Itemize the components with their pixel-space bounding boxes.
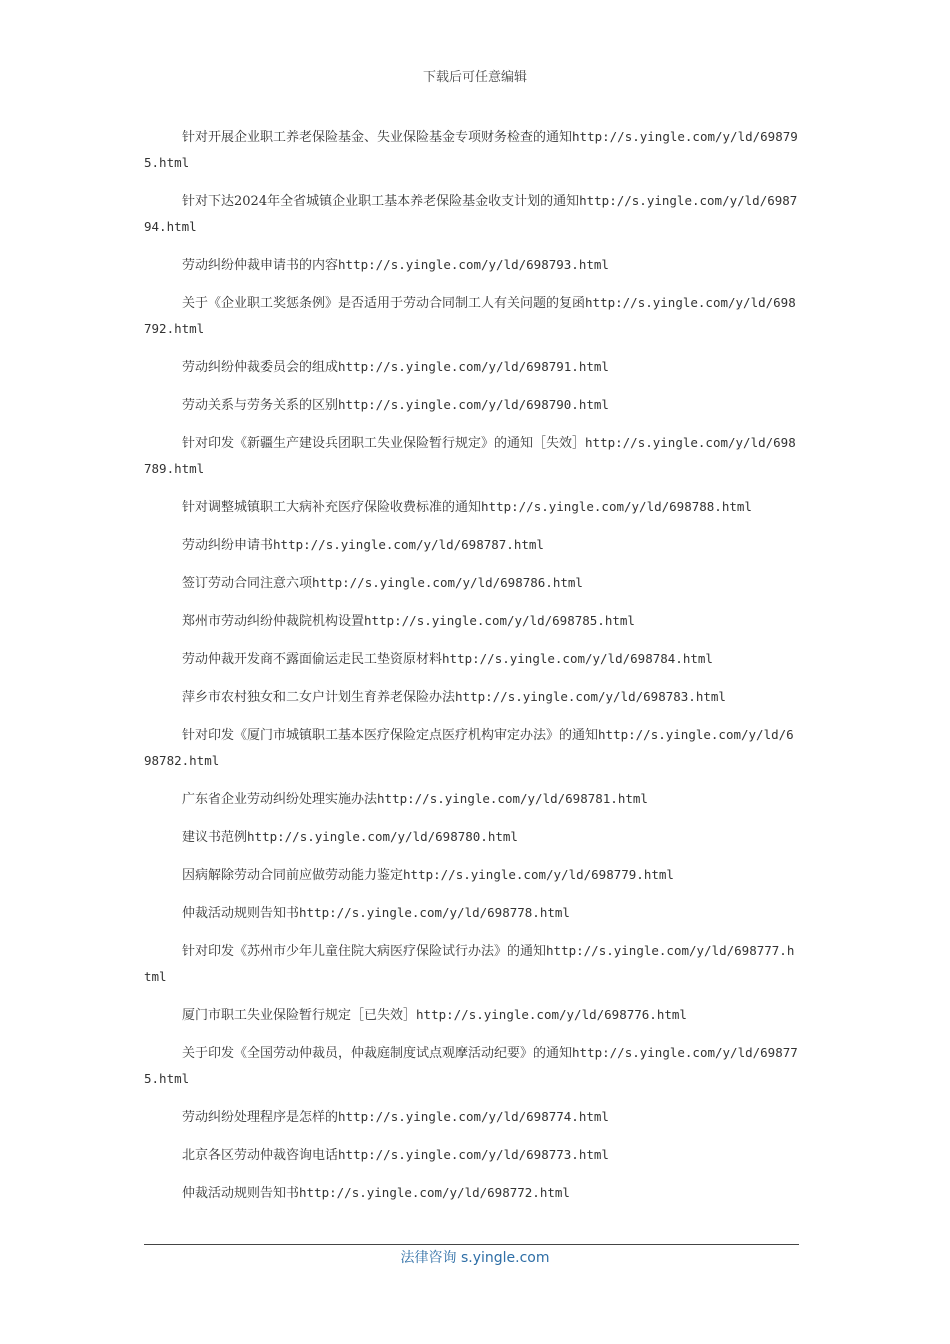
entry-url[interactable]: http://s.yingle.com/y/ld/698778.html: [299, 905, 570, 920]
entry-title: 劳动纠纷仲裁申请书的内容: [182, 258, 339, 273]
entry-url[interactable]: http://s.yingle.com/y/ld/698777.html: [144, 943, 795, 984]
entry-title: 建议书范例: [182, 830, 248, 845]
entry-title: 劳动纠纷处理程序是怎样的: [182, 1110, 339, 1125]
list-item: [144, 862, 799, 888]
entry-url[interactable]: http://s.yingle.com/y/ld/698790.html: [338, 397, 609, 412]
footer-divider: [144, 1244, 799, 1245]
entry-url[interactable]: http://s.yingle.com/y/ld/698782.html: [144, 727, 794, 768]
entry-title: 关于印发《全国劳动仲裁员，仲裁庭制度试点观摩活动纪要》的通知: [182, 1046, 573, 1061]
entry-title: 广东省企业劳动纠纷处理实施办法: [182, 792, 378, 807]
entry-title: 针对印发《新疆生产建设兵团职工失业保险暂行规定》的通知［失效］: [182, 436, 586, 451]
entry-url[interactable]: http://s.yingle.com/y/ld/698776.html: [416, 1007, 687, 1022]
document-body: [144, 124, 799, 1218]
list-item: [144, 1104, 799, 1130]
entry-title: 劳动仲裁开发商不露面偷运走民工垫资原材料: [182, 652, 443, 667]
list-item: [144, 900, 799, 926]
entry-url[interactable]: http://s.yingle.com/y/ld/698779.html: [403, 867, 674, 882]
entry-title: 北京各区劳动仲裁咨询电话: [182, 1148, 339, 1163]
entry-url[interactable]: http://s.yingle.com/y/ld/698794.html: [144, 193, 798, 234]
entry-title: 郑州市劳动纠纷仲裁院机构设置: [182, 614, 365, 629]
entry-url[interactable]: http://s.yingle.com/y/ld/698793.html: [338, 257, 609, 272]
list-item: [144, 608, 799, 634]
list-item: [144, 1180, 799, 1206]
entry-title: 针对调整城镇职工大病补充医疗保险收费标准的通知: [182, 500, 482, 515]
entry-title: 厦门市职工失业保险暂行规定［已失效］: [182, 1008, 417, 1023]
list-item: [144, 1142, 799, 1168]
entry-url[interactable]: http://s.yingle.com/y/ld/698788.html: [481, 499, 752, 514]
list-item: [144, 1002, 799, 1028]
entry-title: 劳动纠纷仲裁委员会的组成: [182, 360, 339, 375]
list-item: [144, 1040, 799, 1092]
entry-title: 签订劳动合同注意六项: [182, 576, 313, 591]
list-item: [144, 786, 799, 812]
entry-title: 针对开展企业职工养老保险基金、失业保险基金专项财务检查的通知: [182, 130, 573, 145]
list-item: [144, 354, 799, 380]
entry-title: 针对印发《厦门市城镇职工基本医疗保险定点医疗机构审定办法》的通知: [182, 728, 599, 743]
entry-url[interactable]: http://s.yingle.com/y/ld/698789.html: [144, 435, 796, 476]
entry-title: 针对下达2024年全省城镇企业职工基本养老保险基金收支计划的通知: [182, 194, 580, 209]
entry-url[interactable]: http://s.yingle.com/y/ld/698774.html: [338, 1109, 609, 1124]
entry-url[interactable]: http://s.yingle.com/y/ld/698786.html: [312, 575, 583, 590]
entry-title: 仲裁活动规则告知书: [182, 906, 300, 921]
entry-title: 关于《企业职工奖惩条例》是否适用于劳动合同制工人有关问题的复函: [182, 296, 586, 311]
entry-title: 劳动关系与劳务关系的区别: [182, 398, 339, 413]
entry-url[interactable]: http://s.yingle.com/y/ld/698791.html: [338, 359, 609, 374]
page-header: 下载后可任意编辑: [422, 70, 527, 85]
list-item: [144, 570, 799, 596]
list-item: [144, 722, 799, 774]
entry-url[interactable]: http://s.yingle.com/y/ld/698784.html: [442, 651, 713, 666]
entry-url[interactable]: http://s.yingle.com/y/ld/698772.html: [299, 1185, 570, 1200]
entry-url[interactable]: http://s.yingle.com/y/ld/698783.html: [455, 689, 726, 704]
entry-url[interactable]: http://s.yingle.com/y/ld/698781.html: [377, 791, 648, 806]
list-item: [144, 684, 799, 710]
list-item: [144, 494, 799, 520]
list-item: [144, 646, 799, 672]
list-item: [144, 824, 799, 850]
entry-title: 萍乡市农村独女和二女户计划生育养老保险办法: [182, 690, 456, 705]
list-item: [144, 124, 799, 176]
entry-url[interactable]: http://s.yingle.com/y/ld/698787.html: [273, 537, 544, 552]
footer-link[interactable]: 法律咨询 s.yingle.com: [400, 1250, 550, 1266]
list-item: [144, 290, 799, 342]
list-item: [144, 430, 799, 482]
list-item: [144, 252, 799, 278]
entry-url[interactable]: http://s.yingle.com/y/ld/698773.html: [338, 1147, 609, 1162]
entry-title: 因病解除劳动合同前应做劳动能力鉴定: [182, 868, 404, 883]
entry-title: 针对印发《苏州市少年儿童住院大病医疗保险试行办法》的通知: [182, 944, 547, 959]
entry-title: 劳动纠纷申请书: [182, 538, 274, 553]
list-item: [144, 188, 799, 240]
entry-url[interactable]: http://s.yingle.com/y/ld/698792.html: [144, 295, 796, 336]
entry-url[interactable]: http://s.yingle.com/y/ld/698780.html: [247, 829, 518, 844]
entry-url[interactable]: http://s.yingle.com/y/ld/698795.html: [144, 129, 798, 170]
list-item: [144, 938, 799, 990]
entry-url[interactable]: http://s.yingle.com/y/ld/698775.html: [144, 1045, 798, 1086]
entry-title: 仲裁活动规则告知书: [182, 1186, 300, 1201]
entry-url[interactable]: http://s.yingle.com/y/ld/698785.html: [364, 613, 635, 628]
list-item: [144, 392, 799, 418]
list-item: [144, 532, 799, 558]
